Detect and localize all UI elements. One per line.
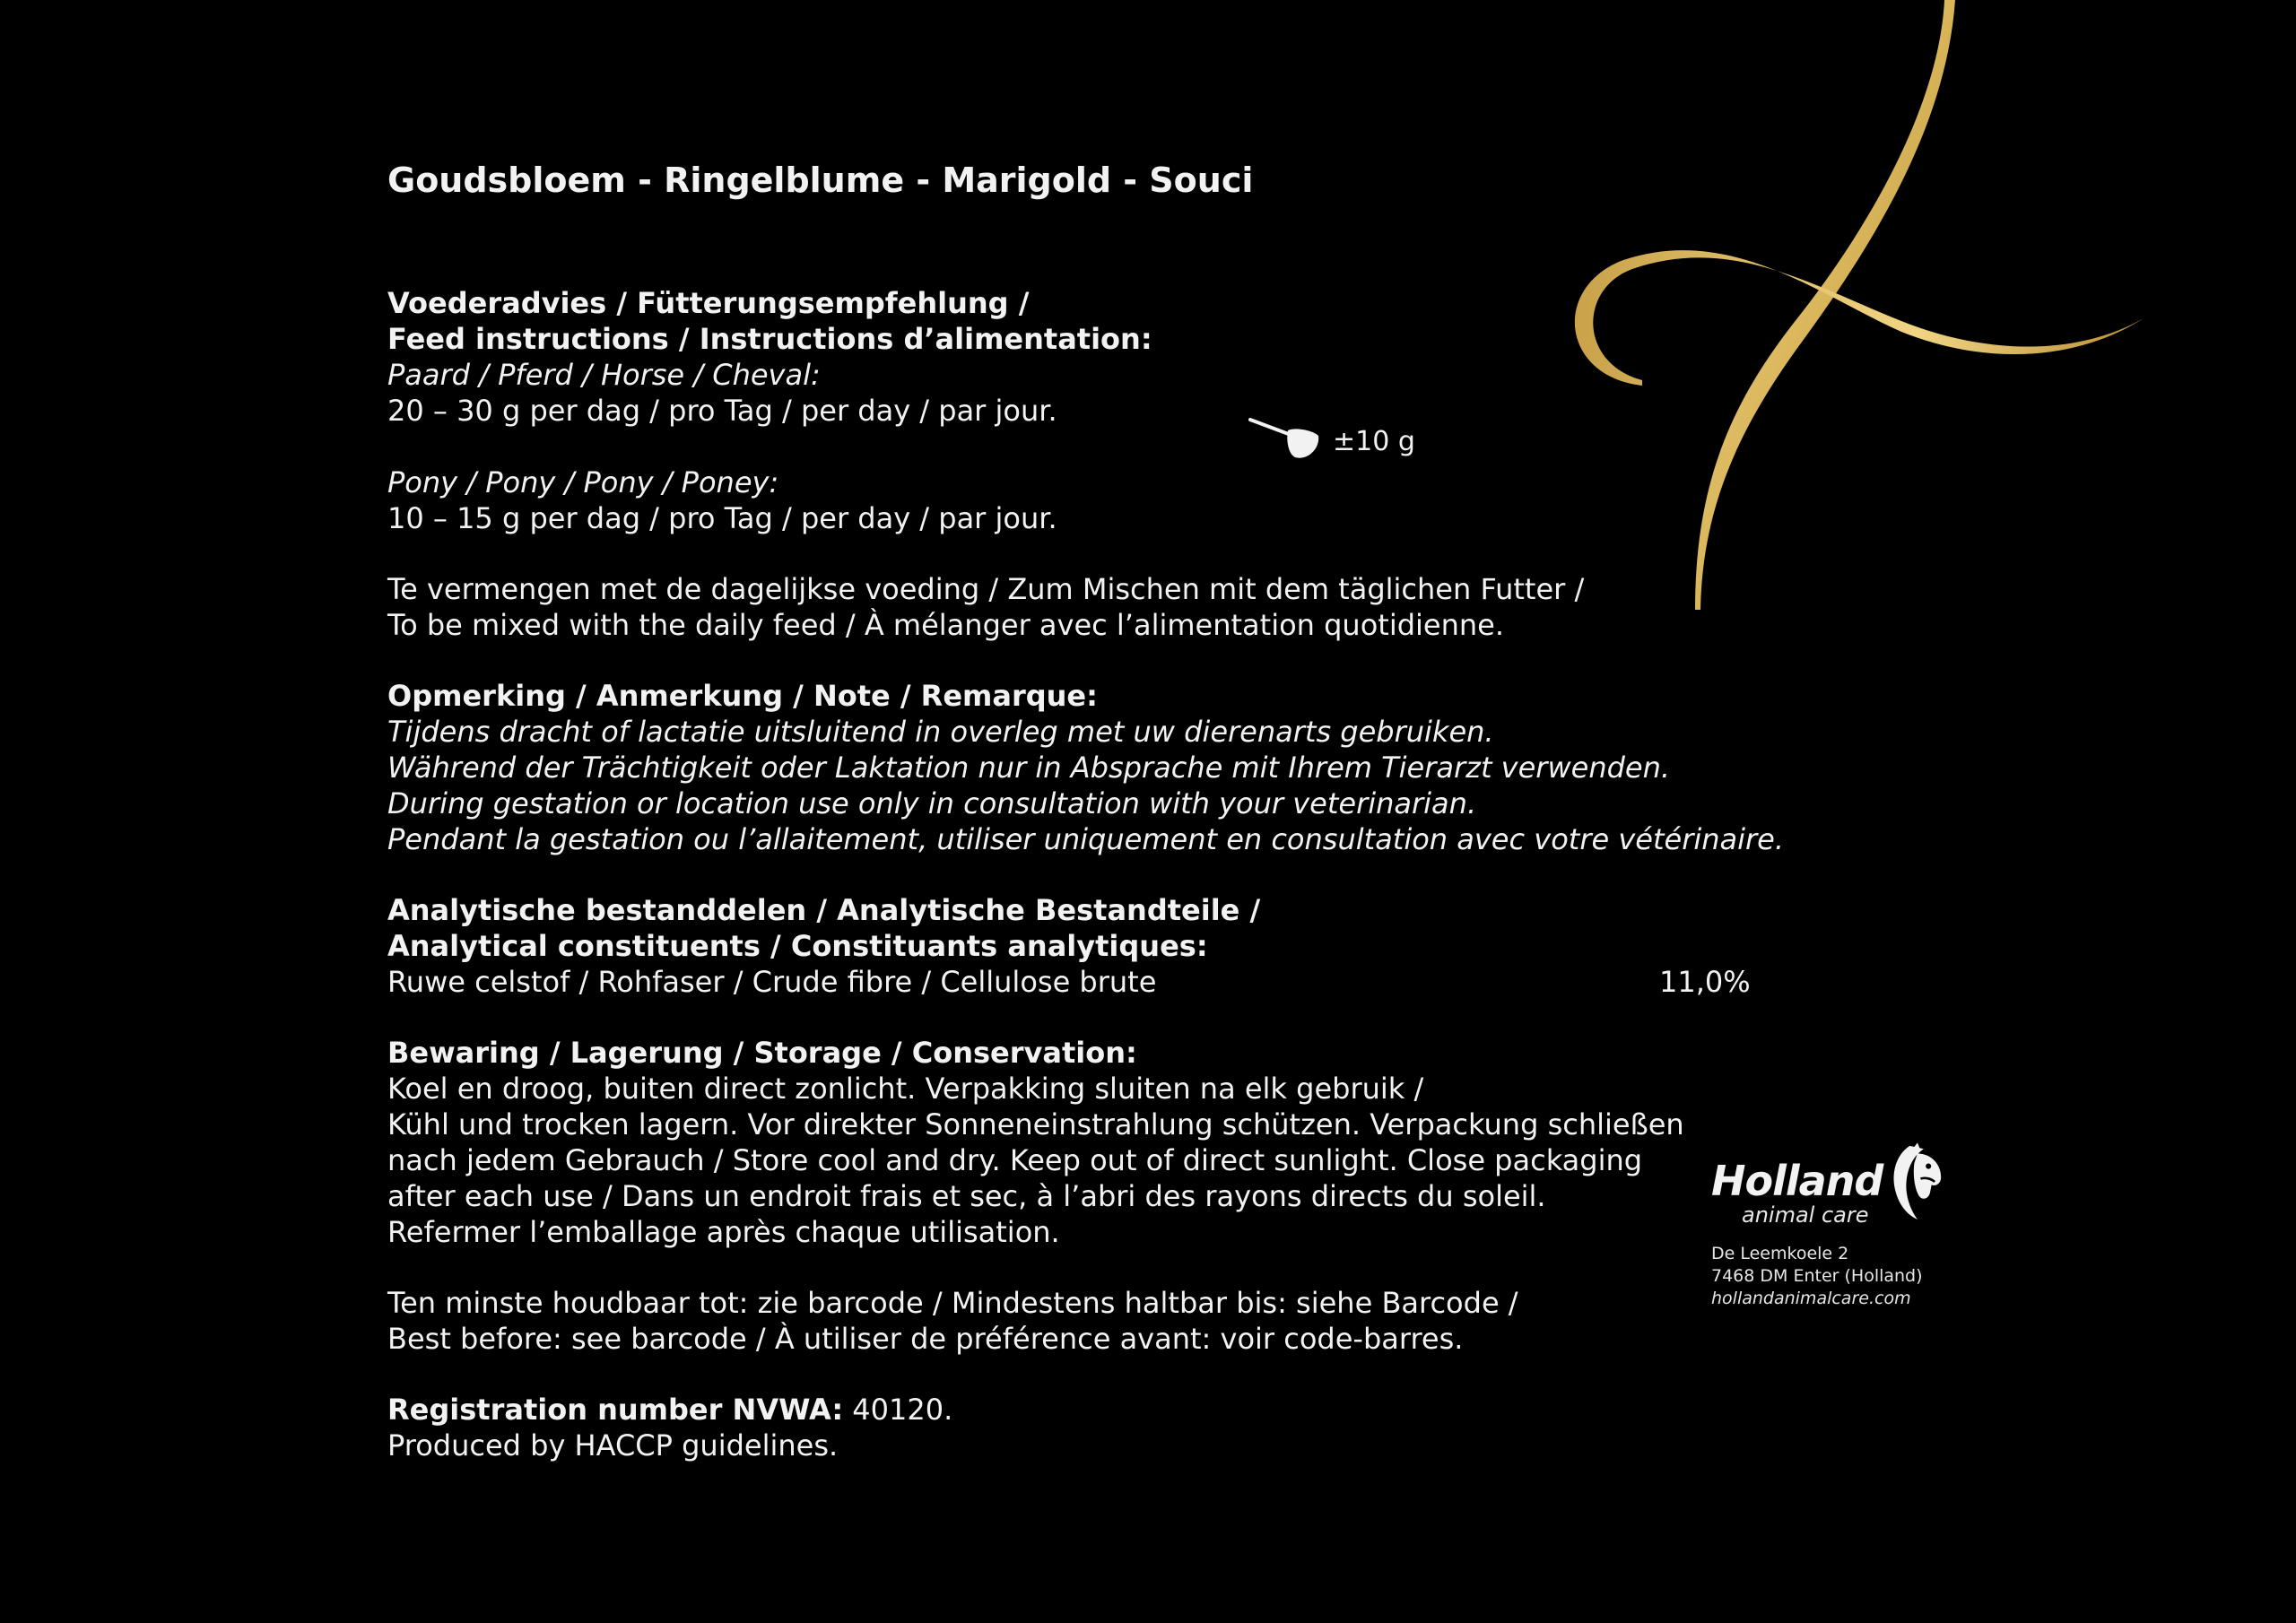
- fibre-value: 11,0%: [1659, 965, 1751, 999]
- scoop-label: ±10 g: [1333, 425, 1415, 457]
- product-label-text: [387, 160, 1787, 1498]
- note-line-nl: Tijdens dracht of lactatie uitsluitend in overleg met uw dierenarts gebruiken.: [387, 715, 1494, 749]
- brand-name: Holland: [1711, 1157, 1883, 1205]
- best-before-section: [387, 1285, 1787, 1357]
- note-section: [387, 678, 1787, 857]
- analytical-heading-2: Analytical constituents / Constituants analytiques:: [387, 929, 1208, 963]
- note-line-de: Während der Trächtigkeit oder Laktation nur in Absprache mit Ihrem Tierarzt verwenden.: [387, 751, 1671, 785]
- scoop-measure: [1248, 414, 1415, 468]
- fibre-label: Ruwe celstof / Rohfaser / Crude fibre / Cellulose brute: [387, 965, 1157, 999]
- pony-dose: 10 – 15 g per dag / pro Tag / per day / par jour.: [387, 501, 1057, 535]
- storage-line-5: Refermer l’emballage après chaque utilisation.: [387, 1215, 1060, 1249]
- analytical-section: [387, 892, 1787, 1000]
- note-line-en: During gestation or location use only in consultation with your veterinarian.: [387, 786, 1477, 820]
- storage-line-1: Koel en droog, buiten direct zonlicht. Verpakking sluiten na elk gebruik /: [387, 1072, 1424, 1106]
- storage-line-4: after each use / Dans un endroit frais et sec, à l’abri des rayons directs du soleil.: [387, 1179, 1546, 1213]
- analytical-heading-1: Analytische bestanddelen / Analytische Bestandteile /: [387, 893, 1261, 927]
- brand-subtitle: animal care: [1742, 1202, 1869, 1228]
- company-website: hollandanimalcare.com: [1711, 1289, 1911, 1308]
- pony-label: Pony / Pony / Pony / Poney:: [387, 465, 779, 499]
- registration-section: [387, 1392, 1787, 1463]
- registration-number: 40120.: [843, 1393, 953, 1427]
- storage-line-2: Kühl und trocken lagern. Vor direkter Sonneneinstrahlung schützen. Verpackung schließen: [387, 1107, 1684, 1141]
- horse-dose: 20 – 30 g per dag / pro Tag / per day / par jour.: [387, 394, 1057, 428]
- feed-heading-line-1: Voederadvies / Fütterungsempfehlung /: [387, 286, 1030, 320]
- note-line-fr: Pendant la gestation ou l’allaitement, utiliser uniquement en consultation avec votre vétérinaire.: [387, 822, 1785, 856]
- feed-heading-line-2: Feed instructions / Instructions d’alimentation:: [387, 322, 1152, 356]
- registration-label: Registration number NVWA:: [387, 1393, 844, 1427]
- company-logo-block: [1711, 1137, 1944, 1310]
- registration-row: [387, 1392, 1787, 1428]
- company-address: [1711, 1243, 1944, 1310]
- mixing-section: [387, 571, 1787, 643]
- storage-heading: Bewaring / Lagerung / Storage / Conservation:: [387, 1036, 1137, 1070]
- feed-instructions-section: [387, 285, 1787, 536]
- best-before-line-2: Best before: see barcode / À utiliser de préférence avant: voir code-barres.: [387, 1322, 1464, 1356]
- horse-label: Paard / Pferd / Horse / Cheval:: [387, 358, 821, 392]
- measuring-scoop-icon: [1248, 414, 1324, 468]
- mixing-line-1: Te vermengen met de dagelijkse voeding / Zum Mischen mit dem täglichen Futter /: [387, 572, 1585, 606]
- storage-section: [387, 1035, 1787, 1250]
- horse-dog-head-icon: [1886, 1137, 1944, 1227]
- haccp-line: Produced by HACCP guidelines.: [387, 1428, 839, 1462]
- product-title: Goudsbloem - Ringelblume - Marigold - Souci: [387, 161, 1254, 200]
- address-city: 7468 DM Enter (Holland): [1711, 1266, 1923, 1286]
- fibre-row: [387, 964, 1787, 1000]
- note-heading: Opmerking / Anmerkung / Note / Remarque:: [387, 679, 1098, 713]
- storage-line-3: nach jedem Gebrauch / Store cool and dry. Keep out of direct sunlight. Close packaging: [387, 1143, 1643, 1177]
- address-street: De Leemkoele 2: [1711, 1244, 1849, 1263]
- mixing-line-2: To be mixed with the daily feed / À mélanger avec l’alimentation quotidienne.: [387, 608, 1505, 642]
- best-before-line-1: Ten minste houdbaar tot: zie barcode / Mindestens haltbar bis: siehe Barcode /: [387, 1286, 1518, 1320]
